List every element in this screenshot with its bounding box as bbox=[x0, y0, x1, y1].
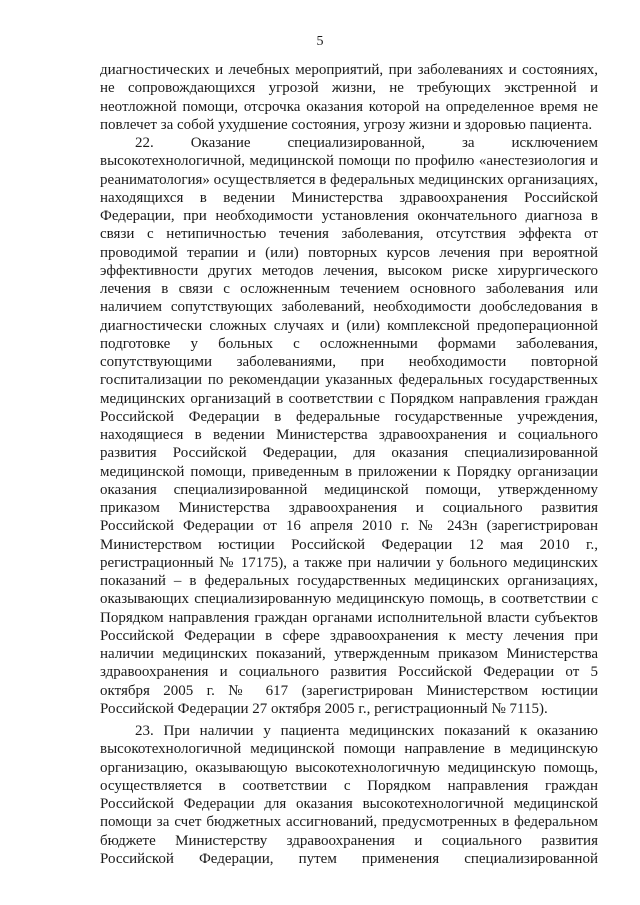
text-line: октября 2005 г. № 617 (зарегистрирован Министерством юстиции bbox=[100, 682, 598, 699]
text-line: сопутствующими заболеваниями, при необходимости повторной bbox=[100, 354, 598, 370]
text-line: находящиеся в ведении Министерства здравоохранения и социального bbox=[100, 427, 598, 443]
text-line: помощи за счет бюджетных ассигнований, предусмотренных в федеральном bbox=[100, 814, 598, 831]
text-line: проводимой терапии и (или) повторных курсов лечения при вероятной bbox=[100, 244, 598, 261]
text-line: наличии медицинских показаний, утвержденным приказом Министерства bbox=[100, 646, 598, 662]
text-line: медицинских организаций в соответствии с Порядком направления граждан bbox=[100, 390, 598, 407]
text-line: Российской Федерации, путем применения специализированной bbox=[100, 850, 598, 867]
text-line: Российской Федерации для оказания высокотехнологичной медицинской bbox=[100, 796, 598, 812]
text-line: подготовке у больных с осложненными формами заболевания, bbox=[100, 335, 598, 352]
paragraph-23 bbox=[100, 722, 598, 868]
text-line: Российской Федерации в федеральные государственные учреждения, bbox=[100, 408, 598, 425]
text-line: высокотехнологичной медицинской помощи направление в медицинскую bbox=[100, 741, 598, 758]
text-line: оказывающих специализированную медицинскую помощь, в соответствии с bbox=[100, 591, 598, 608]
text-line: находящихся в ведении Министерства здравоохранения Российской bbox=[100, 189, 598, 206]
paragraph-22 bbox=[100, 134, 598, 718]
text-line: организацию, оказывающую высокотехнологичную медицинскую помощь, bbox=[100, 759, 598, 776]
text-line: регистрационный № 17175), а также при наличии у больного медицинских bbox=[100, 554, 598, 571]
text-line: лечения в связи с осложненным течением основного заболевания или bbox=[100, 281, 598, 297]
text-line: бюджете Министерству здравоохранения и социального развития bbox=[100, 832, 598, 849]
document-body bbox=[100, 61, 598, 868]
text-line: оказания специализированной медицинской помощи, утвержденному bbox=[100, 481, 598, 498]
text-line: здравоохранения и социального развития Российской Федерации от 5 bbox=[100, 664, 598, 681]
text-line: наличием сопутствующих заболеваний, необходимости дообследования в bbox=[100, 299, 598, 316]
text-line: показаний – в федеральных государственных медицинских организациях, bbox=[100, 573, 598, 589]
text-line: осуществляется в соответствии с Порядком направления граждан bbox=[100, 777, 598, 794]
text-line: госпитализации по рекомендации указанных федеральных государственных bbox=[100, 372, 598, 389]
text-line: Российской Федерации от 16 апреля 2010 г. № 243н (зарегистрирован bbox=[100, 518, 598, 535]
text-line: Министерством юстиции Российской Федерации 12 мая 2010 г., bbox=[100, 536, 598, 553]
text-line: Российской Федерации в сфере здравоохранения к месту лечения при bbox=[100, 627, 598, 644]
text-line: высокотехнологичной, медицинской помощи по профилю «анестезиология и bbox=[100, 153, 598, 170]
text-line: неотложной помощи, отсрочка оказания которой на определенное время не bbox=[100, 98, 598, 115]
text-line: 23. При наличии у пациента медицинских показаний к оказанию bbox=[135, 723, 598, 739]
text-line: не сопровождающихся угрозой жизни, не требующих экстренной и bbox=[100, 80, 598, 97]
text-line: 22. Оказание специализированной, за исключением bbox=[135, 135, 598, 151]
text-line: связи с нетипичностью течения заболевания, отсутствия эффекта от bbox=[100, 226, 598, 243]
text-line: диагностически сложных случаях и (или) комплексной предоперационной bbox=[100, 317, 598, 334]
text-line: повлечет за собой ухудшение состояния, угрозу жизни и здоровью пациента. bbox=[100, 116, 593, 133]
text-line: Российской Федерации 27 октября 2005 г., регистрационный № 7115). bbox=[100, 700, 548, 717]
text-line: Федерации, при необходимости установления окончательного диагноза в bbox=[100, 208, 598, 224]
text-line: медицинской помощи, приведенным в приложении к Порядку организации bbox=[100, 463, 598, 480]
text-line: Порядком направления граждан органами исполнительной власти субъектов bbox=[100, 609, 598, 626]
text-line: приказом Министерства здравоохранения и социального развития bbox=[100, 500, 598, 516]
text-line: развития Российской Федерации, для оказания специализированной bbox=[100, 445, 598, 462]
text-line: эффективности других методов лечения, высоком риске хирургического bbox=[100, 262, 598, 279]
page-number: 5 bbox=[316, 34, 324, 49]
text-line: реаниматология» осуществляется в федеральных медицинских организациях, bbox=[100, 171, 598, 188]
text-line: диагностических и лечебных мероприятий, при заболеваниях и состояниях, bbox=[100, 62, 598, 78]
paragraph-continued bbox=[100, 61, 598, 134]
